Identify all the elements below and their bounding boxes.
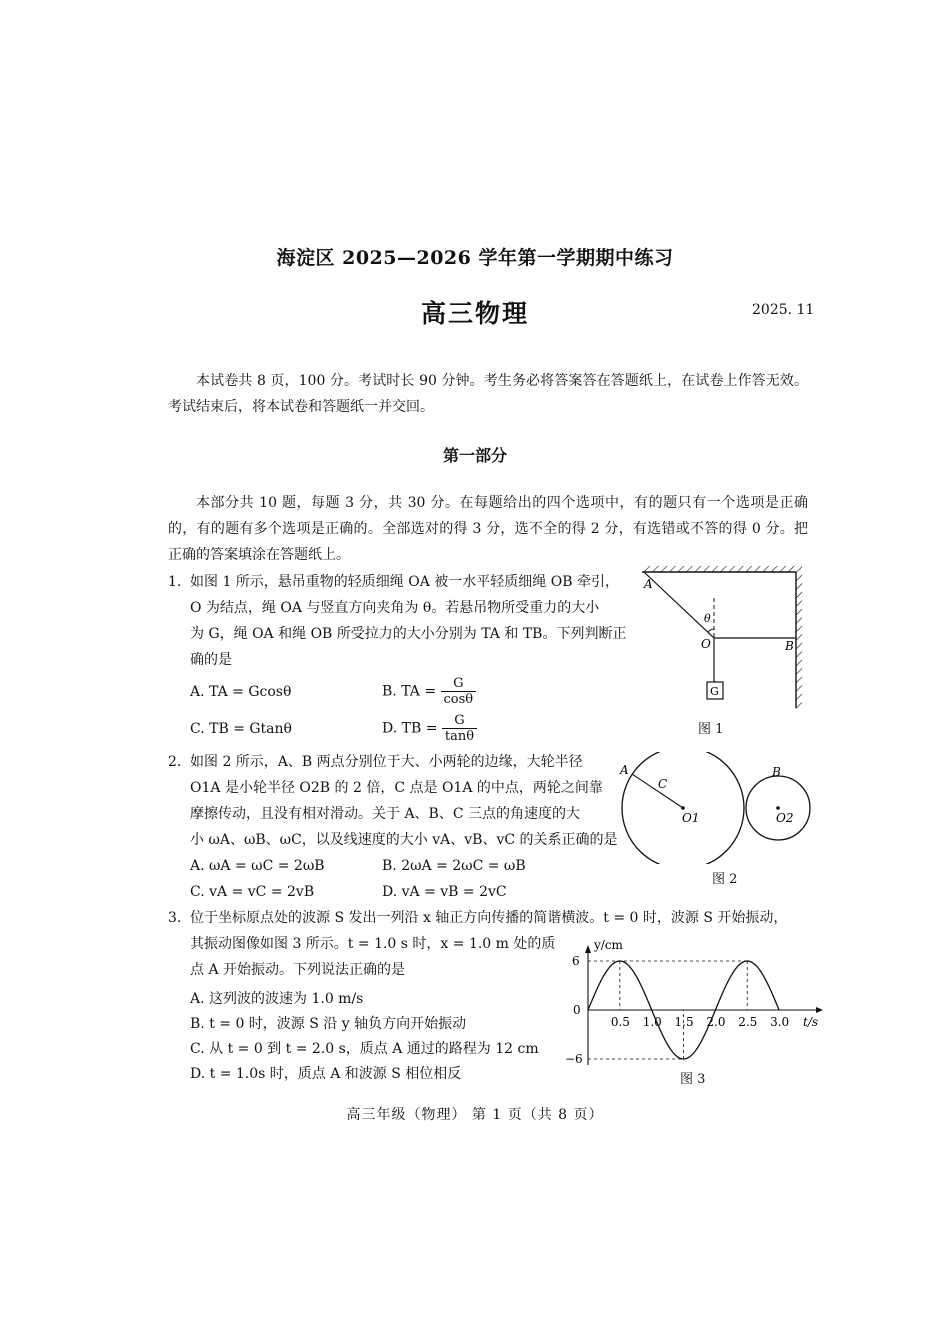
q1-line4: 确的是 [190, 652, 232, 668]
q1-option-c: C. TB = Gtanθ [190, 721, 292, 737]
wall-hatch [796, 572, 802, 710]
figure-3-caption: 图 3 [680, 1072, 706, 1087]
label-o: O [701, 637, 711, 651]
q3-line1: 位于坐标原点处的波源 S 发出一列沿 x 轴正方向传播的简谐横波。t = 0 时，波源 S 开始振动， [190, 910, 788, 926]
label-b: B [772, 765, 781, 779]
x-tick-label: 2.0 [706, 1015, 726, 1029]
q1-option-d-fraction [442, 713, 477, 744]
q1-option-d-numerator: G [442, 713, 477, 729]
page-footer: 高三年级（物理） 第 1 页（共 8 页） [346, 1107, 604, 1123]
x-axis-label: t/s [803, 1015, 819, 1029]
figure-2-diagram [612, 752, 822, 864]
figure-1-caption: 图 1 [698, 722, 724, 737]
label-g: G [710, 685, 719, 698]
label-a: A [620, 763, 629, 777]
rope-oa [644, 572, 714, 638]
q2-option-d: D. vA = vB = 2vC [382, 884, 507, 900]
center-o1 [681, 806, 685, 810]
label-theta: θ [704, 612, 711, 625]
q2-number: 2. [168, 754, 182, 770]
q3-option-d: D. t = 1.0s 时，质点 A 和波源 S 相位相反 [190, 1066, 462, 1082]
q1-line3: 为 G，绳 OA 和绳 OB 所受拉力的大小分别为 TA 和 TB。下列判断正 [190, 626, 627, 642]
label-b: B [785, 639, 794, 653]
x-tick-label: 2.5 [738, 1015, 758, 1029]
figure-3-chart [560, 935, 830, 1067]
q3-line2: 其振动图像如图 3 所示。t = 1.0 s 时，x = 1.0 m 处的质 [190, 936, 556, 952]
q1-option-b-numerator: G [441, 676, 477, 692]
q2-option-c: C. vA = vC = 2vB [190, 884, 315, 900]
section-title: 第一部分 [442, 446, 507, 465]
q2-line3: 摩擦传动，且没有相对滑动。关于 A、B、C 三点的角速度的大 [190, 806, 581, 822]
subject-title: 高三物理 [420, 299, 529, 328]
q2-line4: 小 ωA、ωB、ωC，以及线速度的大小 vA、vB、vC 的关系正确的是 [190, 832, 618, 848]
q2-line2: O1A 是小轮半径 O2B 的 2 倍，C 点是 O1A 的中点，两轮之间靠 [190, 780, 603, 796]
x-tick-label: 3.0 [770, 1015, 790, 1029]
x-axis-arrow [816, 1007, 823, 1013]
y-axis-arrow [585, 945, 591, 953]
y-tick-label: 6 [572, 954, 580, 968]
intro-paragraph: 本试卷共 8 页，100 分。考试时长 90 分钟。考生务必将答案答在答题纸上，在试卷上作答无效。考试结束后，将本试卷和答题纸一并交回。 [168, 373, 808, 415]
q1-option-d-prefix: D. TB = [382, 720, 438, 737]
figure-2-caption: 图 2 [712, 872, 738, 887]
q3-line3: 点 A 开始振动。下列说法正确的是 [190, 962, 406, 978]
q2-option-b: B. 2ωA = 2ωC = ωB [382, 858, 526, 874]
exam-title: 海淀区 2025—2026 学年第一学期期中练习 [276, 247, 674, 269]
chart-axes [585, 945, 823, 1065]
q3-option-c: C. 从 t = 0 到 t = 2.0 s，质点 A 通过的路程为 12 cm [190, 1041, 539, 1057]
q1-line2: O 为结点，绳 OA 与竖直方向夹角为 θ。若悬吊物所受重力的大小 [190, 600, 600, 616]
center-o2 [776, 806, 780, 810]
q2-option-a: A. ωA = ωC = 2ωB [190, 858, 325, 874]
label-o1: O1 [682, 811, 700, 825]
q3-option-a: A. 这列波的波速为 1.0 m/s [190, 991, 364, 1007]
q1-option-d-denominator: tanθ [444, 729, 475, 744]
q1-number: 1. [168, 574, 182, 590]
x-tick-label: 0.5 [610, 1015, 630, 1029]
q2-line1: 如图 2 所示，A、B 两点分别位于大、小两轮的边缘，大轮半径 [190, 754, 583, 770]
q1-option-d [382, 713, 477, 744]
x-tick-label: 1.0 [642, 1015, 662, 1029]
label-c: C [658, 777, 668, 791]
theta-arc [708, 629, 714, 632]
y-axis-label: y/cm [594, 938, 623, 952]
x-tick-label: 1.5 [674, 1015, 694, 1029]
q1-line1: 如图 1 所示，悬吊重物的轻质细绳 OA 被一水平轻质细绳 OB 牵引， [190, 574, 619, 590]
y-tick-label: −6 [565, 1052, 583, 1066]
q1-option-b [382, 676, 476, 707]
q1-option-b-prefix: B. TA = [382, 683, 437, 700]
figure-1-diagram [630, 560, 820, 740]
q1-option-b-denominator: cosθ [443, 692, 474, 707]
section-instructions: 本部分共 10 题，每题 3 分，共 30 分。在每题给出的四个选项中，有的题只有一个选项是正确的，有的题有多个选项是正确的。全部选对的得 3 分，选不全的得 2 分，有选错或不答的得 0 分。把正确的答案填涂在答题纸上。 [168, 495, 808, 563]
q3-number: 3. [168, 910, 182, 926]
ceiling-hatch [642, 566, 802, 572]
q3-option-b: B. t = 0 时，波源 S 沿 y 轴负方向开始振动 [190, 1016, 467, 1032]
q1-option-b-fraction [441, 676, 477, 707]
label-a: A [644, 577, 653, 591]
exam-date: 2025. 11 [752, 302, 815, 318]
label-o2: O2 [776, 811, 794, 825]
q1-option-a: A. TA = Gcosθ [190, 684, 292, 700]
origin-label: 0 [573, 1003, 581, 1017]
